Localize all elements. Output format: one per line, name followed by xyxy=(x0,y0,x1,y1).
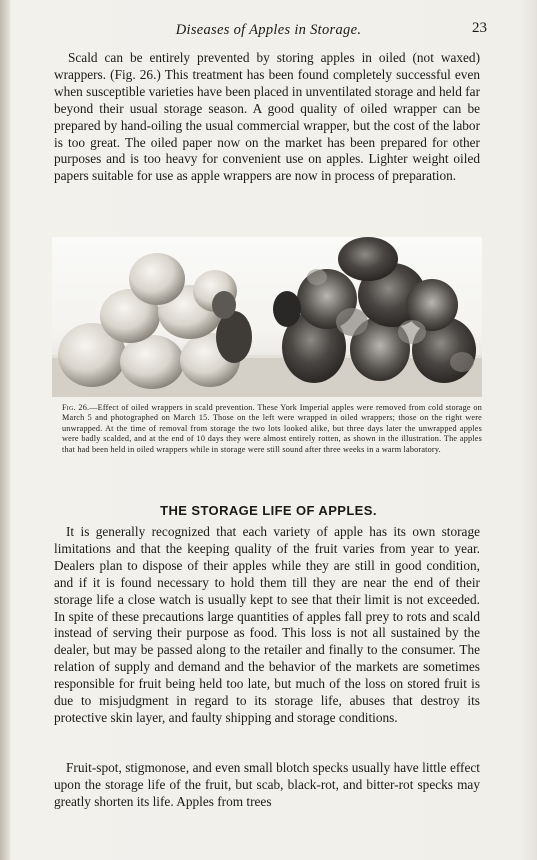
figure-caption xyxy=(62,403,482,455)
figure-label: Fig. 26. xyxy=(62,403,90,412)
figure-apples-photo xyxy=(52,237,482,397)
paragraph-scald-prevention: Scald can be entirely prevented by storing apples in oiled (not waxed) wrappers. (Fig. 26.) This treatment has been found completely successful even when susceptible varieties have been placed in unventilated storage and held far beyond their usual storage season. A good quality of oiled wrapper can be prepared by hand-oiling the usual commercial wrapper, but the cost of the labor is too great. The oiled paper now on the market has been prepared for other purposes and is too heavy for convenient use on apples. Lighter weight oiled papers suitable for use as apple wrappers are now in process of preparation. xyxy=(54,50,480,184)
sound-apples-pile xyxy=(58,253,252,389)
page-binding-shadow xyxy=(0,0,10,860)
section-heading: THE STORAGE LIFE OF APPLES. xyxy=(160,503,377,518)
apples-photograph xyxy=(52,237,482,397)
page-number: 23 xyxy=(472,20,487,36)
rotten-apples-pile xyxy=(273,237,476,383)
paragraph-fruit-spot: Fruit-spot, stigmonose, and even small blotch specks usually have little effect upon the storage life of the fruit, but scab, black-rot, and bitter-rot specks may greatly shorten its life. Apples from trees xyxy=(54,760,480,809)
paragraph-storage-life: It is generally recognized that each variety of apple has its own storage limitations and that the keeping quality of the fruit varies from year to year. Dealers plan to dispose of their apples while they are still in good condition, and if it is found necessary to hold them till they are near the end of their storage life a close watch is usually kept to see that their limit is not exceeded. In spite of these precautions large quantities of apples fall prey to rots and scald instead of serving their purpose as food. This loss is not all sustained by the dealer, but may be passed along to the retailer and finally to the consumer. The relation of supply and demand and the behavior of the markets are sometimes responsible for fruit being held too late, but much of the loss on stored fruit is due to misjudgment in regard to its storage life, abuses that destroy its protective skin layer, and faulty shipping and storage conditions. xyxy=(54,524,480,725)
figure-caption-text: —Effect of oiled wrappers in scald prevention. These York Imperial apples were removed from cold storage on March 5 and photographed on March 15. Those on the left were wrapped in oiled wrappers; those on the right were unwrapped. At the time of removal from storage the two lots looked alike, but three days later the unwrapped apples were badly scalded, and at the end of 10 days they were almost entirely rotten, as shown in the illustration. The apples that had been held in oiled wrappers while in storage were still sound after three weeks in a warm laboratory. xyxy=(62,403,482,454)
running-title: Diseases of Apples in Storage. xyxy=(175,22,362,38)
